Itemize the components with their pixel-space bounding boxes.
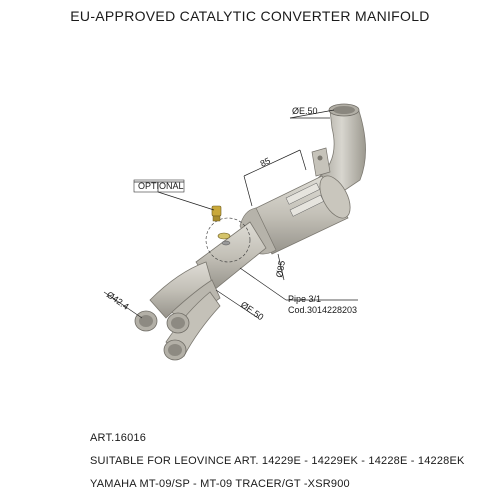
vehicle-models: YAMAHA MT-09/SP - MT-09 TRACER/GT -XSR900 bbox=[90, 478, 350, 490]
mounting-bracket bbox=[312, 148, 330, 176]
pipe-label-line2: Cod.3014228203 bbox=[288, 305, 358, 315]
article-number: ART.16016 bbox=[90, 432, 147, 444]
inlet-pipes bbox=[135, 262, 220, 360]
pipe-label-line1: Pipe 3/1 bbox=[288, 294, 322, 304]
suitable-for: SUITABLE FOR LEOVINCE ART. 14229E - 14229EK - 14228E - 14228EK bbox=[90, 455, 465, 467]
pipe-diameter-label: ØE.50 bbox=[238, 299, 266, 323]
body-diameter-label: Ø85 bbox=[274, 259, 287, 279]
outlet-diameter-label: ØE.50 bbox=[292, 106, 318, 116]
length-label: 85 bbox=[258, 155, 272, 169]
inlet-diameter-label: Ø42.4 bbox=[104, 289, 131, 312]
page-title: EU-APPROVED CATALYTIC CONVERTER MANIFOLD bbox=[70, 8, 430, 24]
optional-label: OPTIONAL bbox=[138, 181, 184, 191]
